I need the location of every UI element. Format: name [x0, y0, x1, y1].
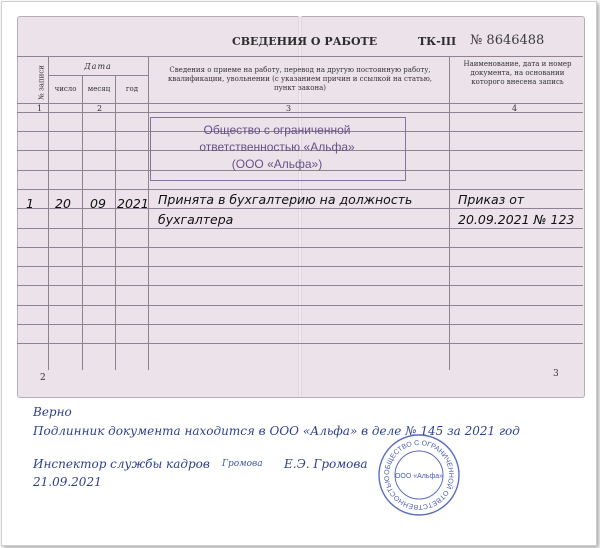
entry-record-number: 1: [26, 196, 34, 211]
right-page-number: 3: [553, 369, 559, 379]
form-series: ТК-III: [418, 35, 457, 48]
date-subheader-line: [48, 75, 148, 76]
table-row-line: [17, 266, 583, 267]
col-number-1: 1: [37, 104, 43, 113]
table-row-line: [17, 247, 583, 248]
org-stamp-line2: ответственностью «Альфа»: [199, 140, 355, 154]
col-divider-1: [48, 56, 49, 370]
org-stamp-line1: Общество с ограниченной: [203, 123, 351, 137]
info-header: Сведения о приеме на работу, перевод на другую постоянную работу, квалификации, увольнении (с указанием причин и ссылкой на статью, пункт закона): [167, 66, 433, 92]
month-header: месяц: [87, 85, 111, 93]
table-row-line: [17, 228, 583, 229]
col-divider-2: [82, 75, 83, 370]
certification-date: 21.09.2021: [33, 475, 102, 489]
round-stamp-center-text: ООО «Альфа»: [394, 473, 444, 480]
entry-text-line1: Принята в бухгалтерию на должность: [158, 192, 413, 207]
entry-basis-line1: Приказ от: [458, 192, 525, 207]
left-page-number: 2: [40, 373, 46, 383]
col-number-4: 4: [512, 104, 518, 113]
col-number-2: 2: [97, 104, 103, 113]
page-title: СВЕДЕНИЯ О РАБОТЕ: [232, 35, 378, 48]
col-divider-3: [115, 75, 116, 370]
entry-month: 09: [90, 196, 106, 211]
table-top-line: [17, 56, 583, 57]
table-row-line: [17, 285, 583, 286]
table-row-line: [17, 343, 583, 344]
inspector-name: Е.Э. Громова: [284, 457, 368, 471]
entry-basis-line2: 20.09.2021 № 123: [458, 212, 575, 227]
date-header: Дата: [84, 62, 112, 71]
inspector-title: Инспектор службы кадров: [33, 457, 210, 471]
day-header: число: [54, 85, 77, 93]
table-row-line: [17, 324, 583, 325]
round-company-stamp: [376, 432, 462, 518]
record-number-header: № записи: [37, 65, 46, 100]
year-header: год: [125, 85, 139, 93]
col-divider-4: [148, 56, 149, 370]
col-number-3: 3: [286, 104, 292, 113]
org-stamp-line3: (ООО «Альфа»): [231, 157, 323, 171]
table-row-line: [17, 189, 583, 190]
table-row-line: [17, 305, 583, 306]
entry-day: 20: [55, 196, 71, 211]
col-divider-5: [449, 56, 450, 370]
basis-header: Наименование, дата и номер документа, на основании которого внесена запись: [463, 60, 572, 86]
verified-note: Верно: [33, 405, 72, 419]
original-location-note: Подлинник документа находится в ООО «Альфа» в деле № 145 за 2021 год: [33, 424, 520, 438]
entry-year: 2021: [117, 196, 149, 211]
inspector-signature: Громова: [222, 459, 263, 469]
entry-text-line2: бухгалтера: [158, 212, 234, 227]
round-stamp-ring-text: ОБЩЕСТВО С ОГРАНИЧЕННОЙ ОТВЕТСТВЕННОСТЬЮ: [383, 439, 455, 511]
form-number: № 8646488: [470, 33, 545, 48]
